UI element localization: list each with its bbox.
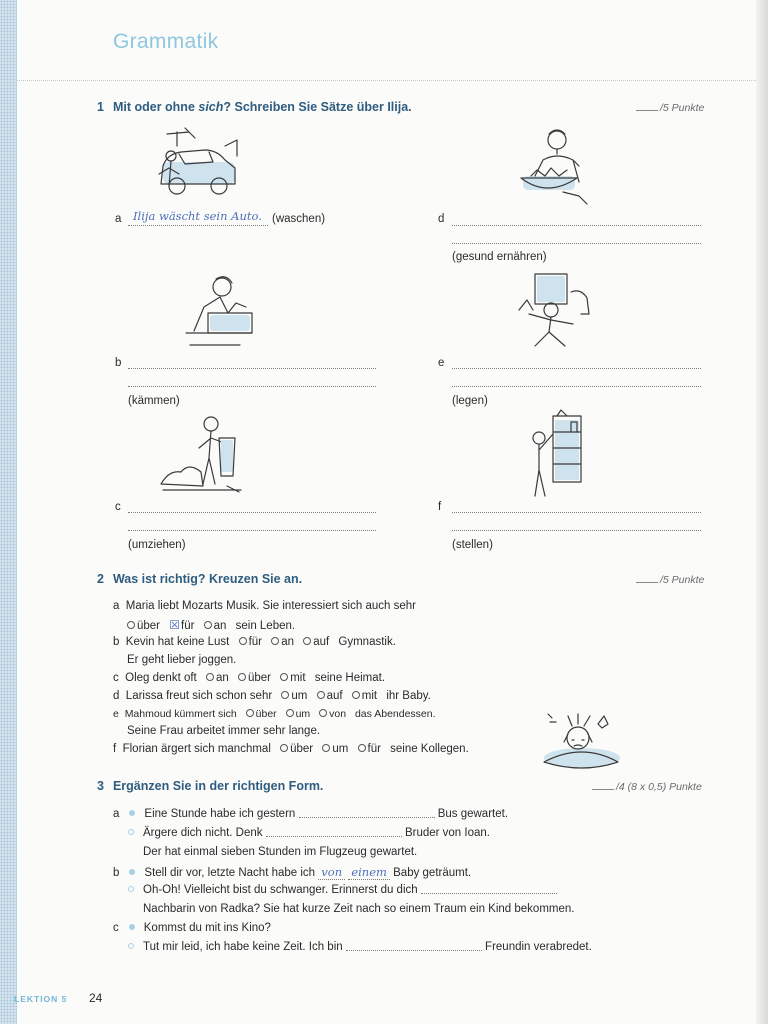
sentence-text: Tut mir leid, ich habe keine Zeit. Ich bin xyxy=(143,941,343,953)
illustration-annoyed-person xyxy=(538,712,622,770)
radio-circle xyxy=(322,744,330,752)
task1-title-text: Mit oder ohne xyxy=(112,100,199,114)
illustration-combing xyxy=(180,273,256,347)
handwritten-answer: Ilija wäscht sein Auto. xyxy=(133,209,262,223)
option-auf[interactable] xyxy=(303,636,329,648)
option-label: auf xyxy=(313,636,330,648)
radio-circle xyxy=(206,673,214,681)
handwritten-answer-einem[interactable]: einem xyxy=(348,865,390,880)
option-um[interactable] xyxy=(322,743,348,755)
hint-umziehen: (umziehen) xyxy=(128,539,186,551)
task1-title-text-end: ? Schreiben Sie Sätze über Ilija. xyxy=(223,100,412,114)
option-an[interactable] xyxy=(206,672,229,684)
radio-circle xyxy=(317,691,325,699)
option-mit[interactable] xyxy=(280,672,305,684)
item-letter: a xyxy=(113,600,120,612)
illustration-lying-down xyxy=(515,270,595,350)
option-auf[interactable] xyxy=(317,690,343,702)
answer-line-a[interactable] xyxy=(128,209,268,226)
option-label: für xyxy=(181,620,195,632)
option-fuer[interactable] xyxy=(358,743,381,755)
sentence-text: Kevin hat keine Lust xyxy=(125,636,230,648)
points-blank[interactable] xyxy=(636,110,658,111)
speaker-a-bullet xyxy=(129,810,135,816)
radio-circle xyxy=(271,637,279,645)
answer-line-f2[interactable] xyxy=(452,530,701,531)
gap-field[interactable] xyxy=(421,884,557,894)
sentence-end: Gymnastik. xyxy=(338,636,396,648)
item-letter: f xyxy=(113,743,117,755)
radio-circle xyxy=(246,709,254,717)
page-number: 24 xyxy=(89,991,103,1005)
sentence-text: Eine Stunde habe ich gestern xyxy=(144,808,296,820)
option-um[interactable] xyxy=(281,690,307,702)
option-an[interactable] xyxy=(271,636,294,648)
option-von[interactable] xyxy=(319,708,346,720)
task3-item-a2 xyxy=(128,827,490,839)
radio-circle xyxy=(280,744,288,752)
sentence-text: Baby geträumt. xyxy=(393,867,472,879)
task2-points-label: /5 Punkte xyxy=(660,574,705,586)
task3-item-b2 xyxy=(128,884,557,896)
option-ueber[interactable] xyxy=(246,708,277,720)
radio-circle xyxy=(352,691,360,699)
option-label: um xyxy=(295,708,311,720)
sentence-text: Mahmoud kümmert sich xyxy=(124,708,237,720)
illustration-car-washing xyxy=(155,126,240,202)
hint-legen: (legen) xyxy=(452,395,488,407)
task3-item-b3: Nachbarin von Radka? Sie hat kurze Zeit nach so einem Traum ein Kind bekommen. xyxy=(143,903,575,915)
sentence-text: Bus gewartet. xyxy=(437,808,509,820)
answer-line-c2[interactable] xyxy=(128,530,376,531)
option-mit[interactable] xyxy=(352,690,377,702)
radio-circle xyxy=(238,673,246,681)
option-an[interactable] xyxy=(204,620,227,632)
radio-circle xyxy=(281,691,289,699)
answer-line-c1[interactable] xyxy=(128,512,376,513)
sentence-text: Larissa freut sich schon sehr xyxy=(125,690,273,702)
checked-cross-icon: ☒ xyxy=(169,618,180,632)
task3-title xyxy=(97,779,323,793)
radio-circle xyxy=(239,637,247,645)
speaker-b-bullet xyxy=(128,886,134,892)
speaker-b-bullet xyxy=(128,829,134,835)
item-letter: c xyxy=(115,501,121,513)
footer-lesson-label: LEKTION 5 xyxy=(14,994,68,1004)
option-label: auf xyxy=(326,690,343,702)
answer-line-d1[interactable] xyxy=(452,225,701,226)
task2-item-a xyxy=(113,600,416,612)
task3-points-label: /4 (8 x 0,5) Punkte xyxy=(616,781,702,793)
option-label: um xyxy=(332,743,349,755)
task3-item-c2 xyxy=(128,941,592,953)
task2-item-b-line2: Er geht lieber joggen. xyxy=(127,654,237,666)
answer-line-b1[interactable] xyxy=(128,368,376,369)
speaker-a-bullet xyxy=(129,924,135,930)
option-label: für xyxy=(248,636,262,648)
radio-circle xyxy=(127,621,135,629)
task2-item-c xyxy=(113,672,385,684)
sentence-text: Florian ärgert sich manchmal xyxy=(122,743,271,755)
option-label: mit xyxy=(361,690,378,702)
answer-line-f1[interactable] xyxy=(452,512,701,513)
option-fuer-checked[interactable] xyxy=(169,620,194,632)
task3-item-c1 xyxy=(113,922,271,934)
item-letter: f xyxy=(438,501,442,513)
radio-circle xyxy=(303,637,311,645)
hint-stellen: (stellen) xyxy=(452,539,493,551)
hint-waschen: (waschen) xyxy=(272,213,326,225)
task1-points-label: /5 Punkte xyxy=(660,102,705,114)
item-letter: e xyxy=(438,357,445,369)
task3-number: 3 xyxy=(97,779,104,793)
sentence-end: das Abendessen. xyxy=(354,708,436,720)
section-title: Grammatik xyxy=(113,30,219,53)
option-label: an xyxy=(213,620,227,632)
item-letter: e xyxy=(113,708,119,720)
task2-title-text: Was ist richtig? Kreuzen Sie an. xyxy=(112,572,303,586)
item-letter: a xyxy=(113,808,120,820)
radio-circle xyxy=(358,744,366,752)
sentence-text: Oh-Oh! Vielleicht bist du schwanger. Erinnerst du dich xyxy=(143,884,418,896)
task1-title-emphasis: sich xyxy=(198,100,224,114)
item-letter: b xyxy=(115,357,122,369)
task1-points xyxy=(636,102,704,114)
option-label: über xyxy=(255,708,277,720)
sentence-text: Bruder von Ioan. xyxy=(404,827,490,839)
option-fuer[interactable] xyxy=(239,636,262,648)
option-label: über xyxy=(247,672,271,684)
handwritten-answer-von[interactable]: von xyxy=(318,865,345,880)
page-edge xyxy=(756,0,768,1024)
option-label: um xyxy=(291,690,308,702)
option-label: von xyxy=(329,708,347,720)
item-letter: d xyxy=(113,690,120,702)
task3-title-text: Ergänzen Sie in der richtigen Form. xyxy=(112,779,324,793)
task3-item-a3: Der hat einmal sieben Stunden im Flugzeug gewartet. xyxy=(143,846,418,858)
decorative-dot-strip xyxy=(0,0,17,1024)
task2-item-d xyxy=(113,690,431,702)
task2-item-a-options xyxy=(127,618,295,632)
task2-item-e-line2: Seine Frau arbeitet immer sehr lange. xyxy=(127,725,321,737)
answer-line-b2[interactable] xyxy=(128,386,376,387)
option-ueber[interactable] xyxy=(280,743,313,755)
option-label: über xyxy=(290,743,314,755)
sentence-end: seine Heimat. xyxy=(314,672,386,684)
illustration-eating-healthy xyxy=(517,126,595,208)
sentence-text: Oleg denkt oft xyxy=(125,672,197,684)
task2-points xyxy=(636,574,704,586)
hint-gesund-ernaehren: (gesund ernähren) xyxy=(452,251,547,263)
speaker-a-bullet xyxy=(129,869,135,875)
option-label: an xyxy=(215,672,229,684)
task3-points xyxy=(592,781,702,793)
option-label: über xyxy=(137,620,161,632)
item-letter: c xyxy=(113,922,119,934)
answer-line-e2[interactable] xyxy=(452,386,701,387)
item-letter: b xyxy=(113,867,120,879)
hint-kaemmen: (kämmen) xyxy=(128,395,180,407)
sentence-text: Freundin verabredet. xyxy=(485,941,592,953)
sentence-text: Kommst du mit ins Kino? xyxy=(143,922,271,934)
sentence-text: Maria liebt Mozarts Musik. Sie interessiert sich auch sehr xyxy=(125,600,416,612)
gap-field[interactable] xyxy=(346,941,482,951)
illustration-shelf xyxy=(527,412,587,500)
item-letter: c xyxy=(113,672,119,684)
gap-field[interactable] xyxy=(266,827,402,837)
radio-circle xyxy=(204,621,212,629)
task2-item-f xyxy=(113,743,469,755)
option-ueber[interactable] xyxy=(127,620,160,632)
item-letter: d xyxy=(438,213,445,225)
radio-circle xyxy=(319,709,327,717)
task3-item-b1 xyxy=(113,865,471,879)
answer-line-e1[interactable] xyxy=(452,368,701,369)
sentence-end: seine Kollegen. xyxy=(390,743,469,755)
item-letter: b xyxy=(113,636,120,648)
illustration-getting-dressed xyxy=(157,414,241,498)
sentence-end: ihr Baby. xyxy=(386,690,431,702)
item-letter: a xyxy=(115,213,122,225)
option-label: für xyxy=(367,743,381,755)
speaker-b-bullet xyxy=(128,943,134,949)
task1-number: 1 xyxy=(97,100,104,114)
points-blank[interactable] xyxy=(636,582,658,583)
option-label: mit xyxy=(290,672,306,684)
points-blank[interactable] xyxy=(592,789,614,790)
radio-circle xyxy=(286,709,294,717)
header-divider xyxy=(17,80,756,81)
task3-item-a1 xyxy=(113,808,508,820)
sentence-text: Ärgere dich nicht. Denk xyxy=(143,827,263,839)
task2-number: 2 xyxy=(97,572,104,586)
sentence-text: Stell dir vor, letzte Nacht habe ich xyxy=(144,867,316,879)
radio-circle xyxy=(280,673,288,681)
task1-title xyxy=(97,100,412,114)
option-um[interactable] xyxy=(286,708,311,720)
task2-title xyxy=(97,572,302,586)
option-label: an xyxy=(281,636,294,648)
task2-item-b xyxy=(113,636,396,648)
task2-item-e xyxy=(113,708,436,720)
option-ueber[interactable] xyxy=(238,672,271,684)
gap-field[interactable] xyxy=(299,808,435,818)
answer-line-d2[interactable] xyxy=(452,243,701,244)
sentence-end: sein Leben. xyxy=(235,620,296,632)
